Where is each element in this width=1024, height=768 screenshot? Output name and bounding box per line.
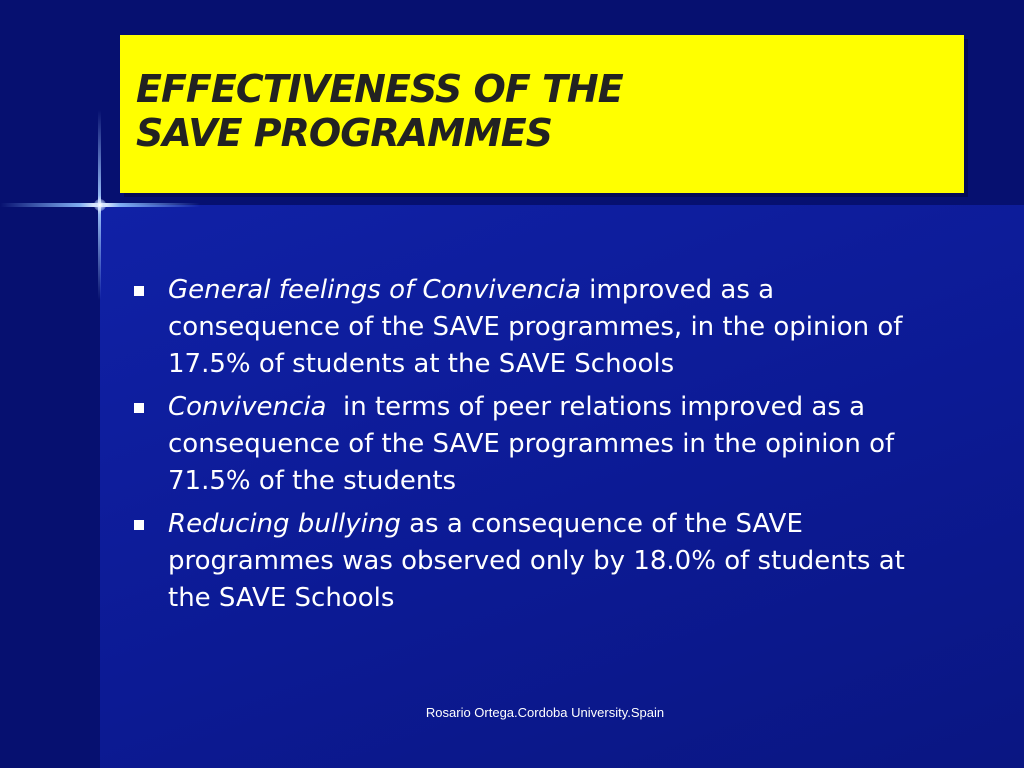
bullet-text: as a consequence of the SAVE programmes was observed only by 18.0% of students at the SAVE Schools [168,509,905,613]
bullet-text: in terms of peer relations improved as a consequence of the SAVE programmes in the opinion of 71.5% of the students [168,392,903,496]
square-bullet-icon [134,520,144,530]
bullet-item [130,389,950,500]
bullet-list [130,272,950,623]
slide-footer: Rosario Ortega.Cordoba University.Spain [425,705,665,720]
bullet-emphasis: Reducing bullying [168,509,401,539]
bullet-emphasis: Convivencia [168,392,327,422]
square-bullet-icon [134,403,144,413]
bullet-item [130,272,950,383]
bullet-emphasis: General feelings of Convivencia [168,275,581,305]
bullet-text: improved as a consequence of the SAVE programmes, in the opinion of 17.5% of students at the SAVE Schools [168,275,903,379]
bullet-item [130,506,950,617]
slide-title [136,67,623,155]
title-box [120,35,964,193]
background-left-band [0,0,100,768]
slide-title-line-1: EFFECTIVENESS OF THE [136,67,623,111]
light-flare-center [94,199,106,211]
square-bullet-icon [134,286,144,296]
slide-title-line-2: SAVE PROGRAMMES [136,111,553,155]
